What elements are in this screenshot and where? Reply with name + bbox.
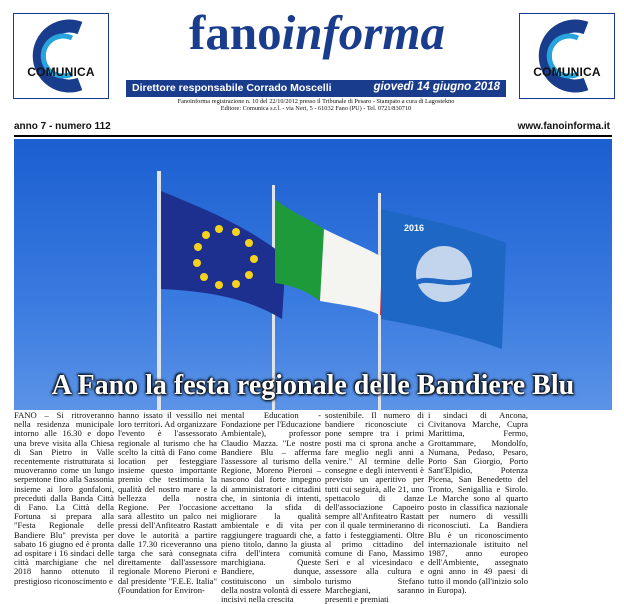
column-text: sostenibile. Il numero di bandiere riconosciute ci pone sempre tra i primi posti ma ci sprona anche a fare meglio negli anni a venire." Al termine delle consegne e degli interventi è previsto un aperitivo per tutti cui seguirà, alle 21, uno spettacolo di danze dell'associazione Capoeiro sempre all'Anfiteatro Rastatt con il quale termineranno di fatto i festeggiamenti. Oltre al primo cittadino del comune di Fano, Massimo Seri e al vicesindaco e assessore alla cultura e turismo Stefano Marchegiani, saranno presenti e premiati [325,410,424,604]
director-line: Direttore responsabile Corrado Moscelli [132,82,332,94]
comunica-logo-left [13,13,109,99]
logo-wordmark: COMUNICA [533,65,601,79]
column-text: i sindaci di Ancona, Civitanova Marche, Cupra Marittima, Fermo, Grottammare, Mondolfo, Numana, Pedaso, Pesaro, Porto San Giorgio, Porto Sant'Elpidio, Potenza Picena, San Benedetto del Tronto, Senigallia e Sirolo. Le Marche sono al quarto posto in classifica nazionale per numero di vessilli riconosciuti. La Bandiera Blu è un riconoscimento internazionale istituito nel 1987, anno europeo dell'Ambiente, assegnato ogni anno in 49 paesi di tutto il mondo (all'inizio solo in Europa). [428,410,528,595]
registration-line-1: Fanoinforma registrazione n. 10 del 22/10/2012 presso il Tribunale di Pesaro - Stampato a cura di Lagostekno [177,98,455,105]
masthead-title [128,6,506,60]
header-divider [14,135,612,137]
article-column-3 [221,410,321,604]
column-text: mental Education - Fondazione per l'Educazione Ambientale), professor Claudio Mazza. "Le nostre Bandiere Blu – afferma l'assessore al turismo della Regione, Moreno Pieroni – nascono dal forte impegno di amministratori e cittadini che, in sintonia di intenti, accettano la sfida di migliorare la qualità ambientale e di vita per raggiungere traguardi che, a pieno titolo, danno la giusta cifra dell'intera comunità marchigiana. Queste Bandiere, dunque, costituiscono un simbolo della nostra volontà di essere incisivi nella crescita [221,410,321,604]
article-column-5 [428,410,528,595]
article-column-4 [325,410,424,604]
issue-number: anno 7 - numero 112 [14,121,111,132]
masthead-info-bar [126,80,506,97]
comunica-logo-right [519,13,615,99]
masthead-title-fano: fano [189,5,282,60]
comunica-c-icon [520,14,614,98]
article-column-1 [14,410,114,586]
website-link[interactable]: www.fanoinforma.it [517,121,610,132]
blue-flag-year: 2016 [404,223,425,233]
comunica-c-icon [14,14,108,98]
article-headline: A Fano la festa regionale delle Bandiere Blu [51,370,575,401]
registration-line-2: Editore: Comunica s.r.l. - via Neri, 5 - 61032 Fano (PU) - Tel. 0721/830710 [220,105,412,112]
article-column-2 [118,410,217,595]
column-text: FANO – Si ritroveranno nella residenza municipale intorno alle 16.30 e dopo una breve visita alla Chiesa di San Pietro in Valle recentemente ristrutturata si muoveranno come un lungo serpentone fino alla Sassonia insieme ai loro gonfaloni, preceduti dalla Banda Città di Fano. La Città della Fortuna si prepara alla "Festa Regionale delle Bandiere Blu" prevista per sabato 16 giugno ed è pronta ad ospitare i 16 sindaci delle città marchigiane che nel 2018 hanno ottenuto il prestigioso riconoscimento e [14,410,114,586]
column-text: hanno issato il vessillo nei loro territori. Ad organizzare l'evento è l'assessorato regionale al turismo che ha scelto la città di Fano come location per festeggiare insieme questo importante premio che testimonia la qualità del nostro mare e la bellezza della nostra Regione. Per l'occasione sarà allestito un palco nei pressi dell'Anfiteatro Rastatt dove le autorità a partire dalle 17.30 riceveranno una targa che sarà consegnata direttamente dall'assessore regionale Moreno Pieroni e dal presidente "F.E.E. Italia" (Foundation for Environ- [118,410,217,595]
logo-wordmark: COMUNICA [27,65,95,79]
masthead-title-informa: informa [281,5,445,60]
issue-date: giovedì 14 giugno 2018 [373,81,500,93]
